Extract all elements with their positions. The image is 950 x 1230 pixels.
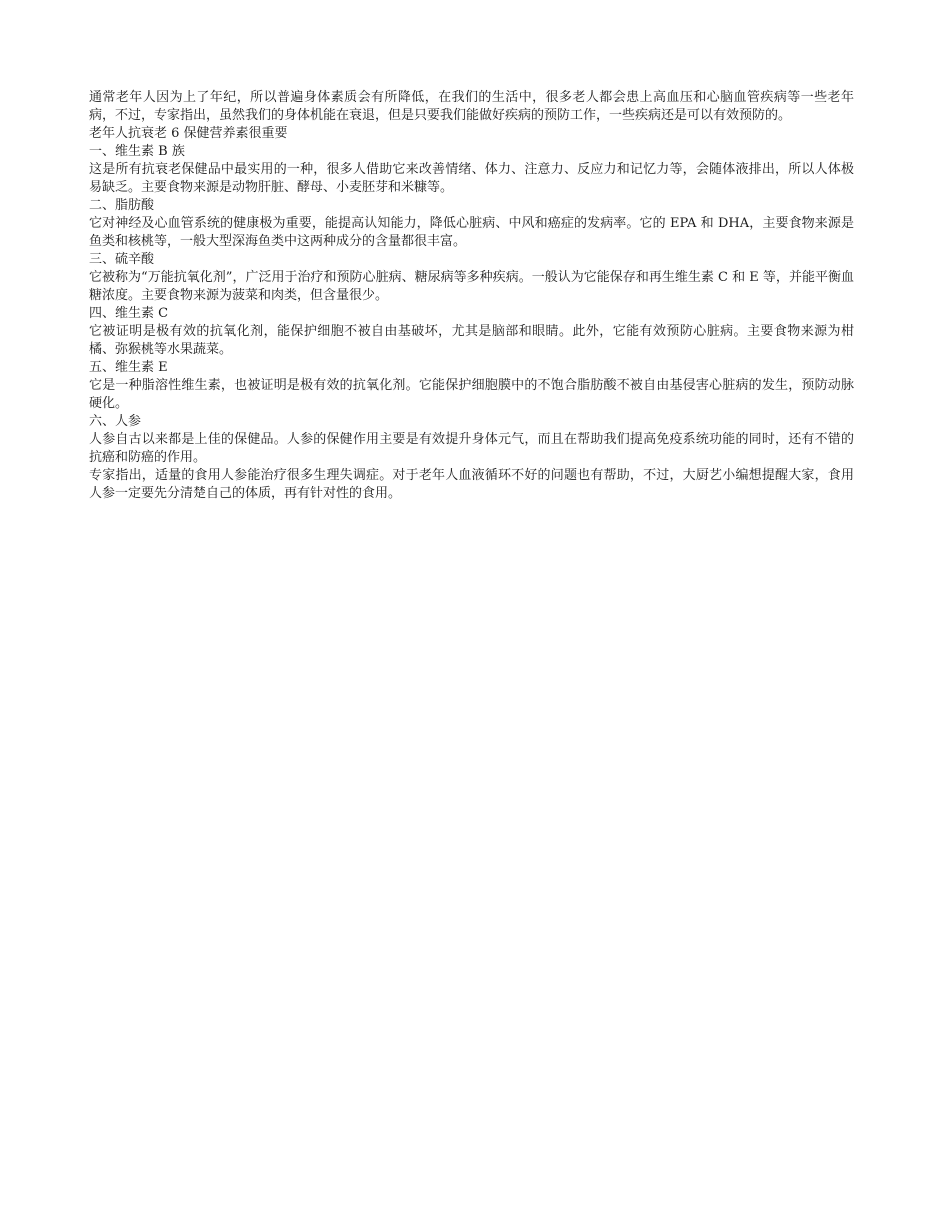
article-title: 老年人抗衰老 6 保健营养素很重要 (89, 126, 288, 141)
document-page (89, 89, 854, 503)
section-heading-vitamin-c: 四、维生素 C (89, 306, 169, 321)
section-heading-lipoic-acid: 三、硫辛酸 (89, 252, 155, 267)
section-body-vitamin-b: 这是所有抗衰老保健品中最实用的一种，很多人借助它来改善情绪、体力、注意力、反应力和记忆力等，会随体液排出，所以人体极易缺乏。主要食物来源是动物肝脏、酵母、小麦胚芽和米糠等。 (89, 162, 854, 195)
section-heading-vitamin-e: 五、维生素 E (89, 360, 168, 375)
section-heading-ginseng: 六、人参 (89, 414, 142, 429)
section-heading-vitamin-b: 一、维生素 B 族 (89, 144, 185, 159)
closing-paragraph: 专家指出，适量的食用人参能治疗很多生理失调症。对于老年人血液循环不好的问题也有帮助，不过，大厨艺小编想提醒大家，食用人参一定要先分清楚自己的体质，再有针对性的食用。 (89, 468, 854, 501)
intro-paragraph: 通常老年人因为上了年纪，所以普遍身体素质会有所降低，在我们的生活中，很多老人都会患上高血压和心脑血管疾病等一些老年病，不过，专家指出，虽然我们的身体机能在衰退，但是只要我们能做好疾病的预防工作，一些疾病还是可以有效预防的。 (89, 90, 854, 123)
section-body-lipoic-acid: 它被称为“万能抗氧化剂”，广泛用于治疗和预防心脏病、糖尿病等多种疾病。一般认为它能保存和再生维生素 C 和 E 等，并能平衡血糖浓度。主要食物来源为菠菜和肉类，但含量很少。 (89, 270, 854, 303)
section-body-vitamin-e: 它是一种脂溶性维生素，也被证明是极有效的抗氧化剂。它能保护细胞膜中的不饱合脂肪酸不被自由基侵害心脏病的发生，预防动脉硬化。 (89, 378, 854, 411)
section-body-vitamin-c: 它被证明是极有效的抗氧化剂，能保护细胞不被自由基破坏，尤其是脑部和眼睛。此外，它能有效预防心脏病。主要食物来源为柑橘、弥猴桃等水果蔬菜。 (89, 324, 854, 357)
section-body-fatty-acid: 它对神经及心血管系统的健康极为重要，能提高认知能力，降低心脏病、中风和癌症的发病率。它的 EPA 和 DHA，主要食物来源是鱼类和核桃等，一般大型深海鱼类中这两种成分的含量都很丰富。 (89, 216, 854, 249)
section-body-ginseng: 人参自古以来都是上佳的保健品。人参的保健作用主要是有效提升身体元气，而且在帮助我们提高免疫系统功能的同时，还有不错的抗癌和防癌的作用。 (89, 432, 854, 465)
section-heading-fatty-acid: 二、脂肪酸 (89, 198, 155, 213)
